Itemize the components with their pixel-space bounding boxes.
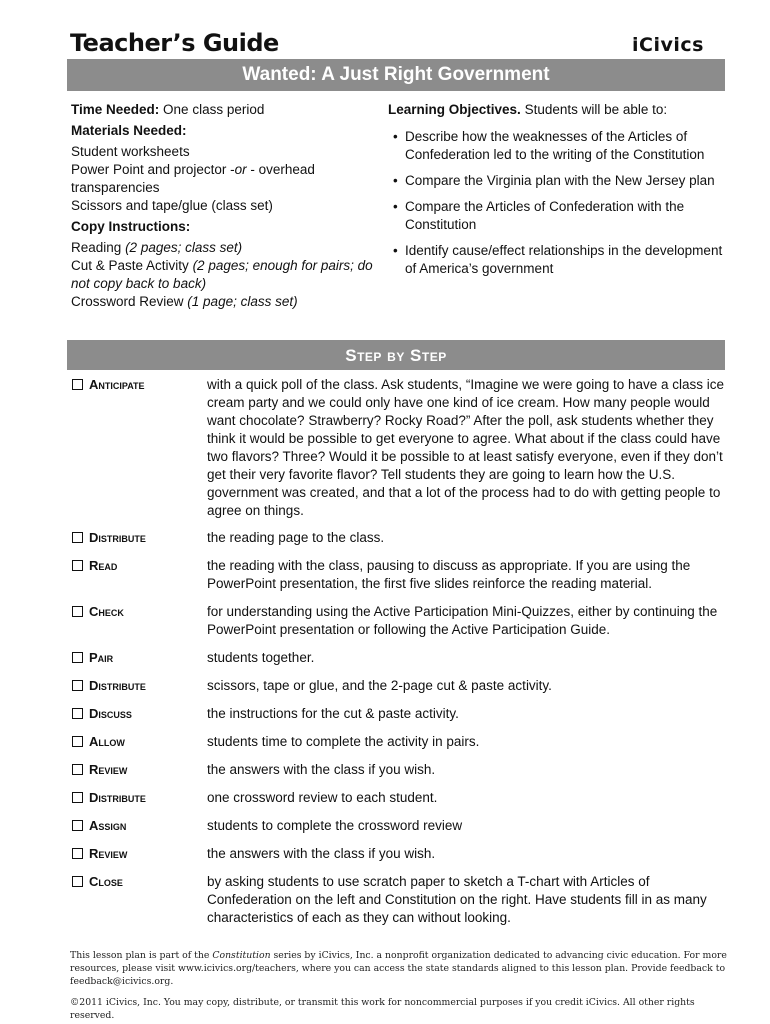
material-item: Student worksheets: [71, 144, 190, 159]
time-needed: [71, 101, 381, 119]
footer: [70, 949, 730, 1022]
objectives-column: [388, 101, 728, 286]
page-title: Teacher’s Guide: [70, 29, 279, 57]
checkbox-icon[interactable]: [72, 736, 83, 747]
objective-item: • Compare the Virginia plan with the New Jersey plan: [388, 172, 728, 190]
checkbox-icon[interactable]: [72, 532, 83, 543]
material-item: Power Point and projector -or - overhead transparencies: [71, 162, 315, 195]
copy-item: Crossword Review (1 page; class set): [71, 294, 298, 309]
step-label: Close: [89, 874, 123, 889]
checkbox-icon[interactable]: [72, 606, 83, 617]
step-label: Discuss: [89, 706, 132, 721]
step-label: Distribute: [89, 530, 146, 545]
objectives-list: [388, 128, 728, 278]
checkbox-icon[interactable]: [72, 708, 83, 719]
time-needed-value: One class period: [163, 102, 265, 117]
objectives-intro: Students will be able to:: [524, 102, 668, 117]
steps-list: [71, 376, 731, 927]
step-row: [71, 677, 731, 695]
step-text: students together.: [207, 650, 315, 665]
step-row: [71, 761, 731, 779]
step-text: the answers with the class if you wish.: [207, 846, 436, 861]
step-row: [71, 529, 731, 547]
step-row: [71, 817, 731, 835]
checkbox-icon[interactable]: [72, 876, 83, 887]
step-row: [71, 845, 731, 863]
step-row: [71, 873, 731, 927]
checkbox-icon[interactable]: [72, 652, 83, 663]
step-row: [71, 733, 731, 751]
step-label: Check: [89, 604, 124, 619]
step-by-step-banner: Step by Step: [67, 340, 725, 370]
copyright: ©2011 iCivics, Inc. You may copy, distribute, or transmit this work for noncommercial purposes if you credit iCivics. All other rights reserved.: [70, 997, 695, 1021]
step-text: one crossword review to each student.: [207, 790, 438, 805]
step-label: Allow: [89, 734, 125, 749]
copy-item: Reading (2 pages; class set): [71, 240, 243, 255]
step-label: Review: [89, 846, 128, 861]
time-needed-label: Time Needed:: [71, 102, 160, 117]
step-text: the instructions for the cut & paste activity.: [207, 706, 459, 721]
step-text: the answers with the class if you wish.: [207, 762, 436, 777]
checkbox-icon[interactable]: [72, 560, 83, 571]
objectives-label: Learning Objectives.: [388, 102, 521, 117]
objective-item: • Compare the Articles of Confederation with the Constitution: [388, 198, 728, 234]
material-item: Scissors and tape/glue (class set): [71, 198, 273, 213]
step-text: for understanding using the Active Participation Mini-Quizzes, either by continuing the PowerPoint presentation or following the Active Participation Guide.: [207, 604, 718, 637]
step-label: Read: [89, 558, 118, 573]
step-text: students time to complete the activity in pairs.: [207, 734, 480, 749]
icivics-logo: [632, 34, 704, 56]
checkbox-icon[interactable]: [72, 792, 83, 803]
footer-note: This lesson plan is part of the Constitution series by iCivics, Inc. a nonprofit organization dedicated to advancing civic education. For more resources, please visit www.icivics.org/teachers, where you can access the state standards aligned to this lesson plan. Provide feedback to feedback@icivics.org.: [70, 950, 727, 987]
step-row: [71, 557, 731, 593]
materials-label: Materials Needed:: [71, 123, 187, 138]
step-row: [71, 603, 731, 639]
step-label: Distribute: [89, 678, 146, 693]
checkbox-icon[interactable]: [72, 820, 83, 831]
checkbox-icon[interactable]: [72, 848, 83, 859]
step-label: Assign: [89, 818, 127, 833]
step-text: the reading with the class, pausing to discuss as appropriate. If you are using the PowerPoint presentation, the first five slides reinforce the reading material.: [207, 558, 691, 591]
step-label: Pair: [89, 650, 114, 665]
objective-item: • Describe how the weaknesses of the Articles of Confederation led to the writing of the Constitution: [388, 128, 728, 164]
checkbox-icon[interactable]: [72, 764, 83, 775]
lesson-title-banner: Wanted: A Just Right Government: [67, 59, 725, 91]
checkbox-icon[interactable]: [72, 379, 83, 390]
logo-text: iCivics: [632, 34, 704, 56]
step-text: students to complete the crossword review: [207, 818, 463, 833]
step-row: [71, 705, 731, 723]
step-label: Review: [89, 762, 128, 777]
step-text: with a quick poll of the class. Ask students, “Imagine we were going to have a class ice cream party and we could only have one kind of ice cream. How many people would want chocolate? Strawberry? Rocky Road?” After the poll, ask students whether they think it would be possible to get everyone to agree. What about if the class could have two flavors? Three? Would it be possible to at least satisfy everyone, even if they don’t get their very favorite flavor? Tell students they are going to learn how the U.S. government was created, and that a lot of the process had to do with getting people to agree on things.: [207, 377, 725, 518]
copy-instructions-label: Copy Instructions:: [71, 219, 191, 234]
step-text: the reading page to the class.: [207, 530, 385, 545]
step-row: [71, 376, 731, 520]
objectives-heading: [388, 101, 728, 119]
step-text: by asking students to use scratch paper to sketch a T-chart with Articles of Confederation on the left and Constitution on the right. Have students fill in as many characteristics of each as they can without looking.: [207, 874, 707, 925]
step-row: [71, 649, 731, 667]
step-text: scissors, tape or glue, and the 2-page cut & paste activity.: [207, 678, 552, 693]
requirements-column: [71, 101, 381, 311]
copy-item: Cut & Paste Activity (2 pages; enough for pairs; do not copy back to back): [71, 258, 373, 291]
checkbox-icon[interactable]: [72, 680, 83, 691]
objective-item: • Identify cause/effect relationships in the development of America’s government: [388, 242, 728, 278]
step-label: Anticipate: [89, 377, 145, 392]
step-row: [71, 789, 731, 807]
step-label: Distribute: [89, 790, 146, 805]
